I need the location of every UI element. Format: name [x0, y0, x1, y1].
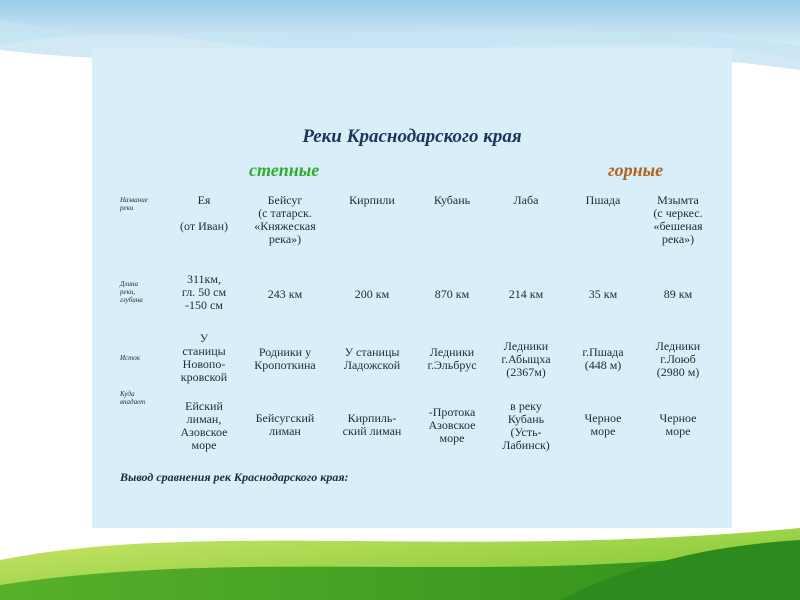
- river-source: У станицы Ладожской: [343, 345, 401, 372]
- river-length: 200 км: [354, 287, 390, 301]
- content-panel: [92, 48, 732, 528]
- river-length: 89 км: [663, 287, 693, 301]
- row-header-mouth: Куда впадает: [120, 390, 146, 406]
- river-source: Ледники г.Абыщха (2367м): [501, 339, 551, 379]
- river-mouth: Ейский лиман, Азовское море: [180, 399, 228, 452]
- row-header-length: Длина реки, глубина: [120, 280, 143, 304]
- river-mouth: -Протока Азовское море: [428, 405, 476, 445]
- river-length: 35 км: [588, 287, 618, 301]
- river-length: 311км, гл. 50 см -150 см: [181, 272, 227, 312]
- category-steppe: степные: [249, 160, 320, 180]
- river-source: Ледники г.Лоюб (2980 м): [655, 339, 701, 379]
- river-source: Родники у Кропоткина: [254, 345, 316, 372]
- river-name: Кубань: [433, 193, 471, 207]
- row-header-name: Название реки: [120, 196, 148, 212]
- river-source: г.Пшада (448 м): [582, 345, 624, 372]
- conclusion-text: Вывод сравнения рек Краснодарского края:: [120, 470, 349, 484]
- row-header-source: Исток: [120, 354, 140, 362]
- river-mouth: в реку Кубань (Усть- Лабинск): [502, 399, 550, 452]
- river-length: 870 км: [434, 287, 470, 301]
- river-length: 214 км: [508, 287, 544, 301]
- river-name: Ея (от Иван): [180, 193, 228, 233]
- river-name: Бейсуг (с татарск. «Княжеская река»): [254, 193, 316, 246]
- category-mountain: горные: [608, 160, 664, 180]
- river-mouth: Кирпиль- ский лиман: [342, 411, 402, 438]
- river-mouth: Бейсугский лиман: [255, 411, 315, 438]
- river-name: Кирпили: [349, 193, 395, 207]
- river-name: Мзымта (с черкес. «бешеная река»): [653, 193, 703, 246]
- river-length: 243 км: [267, 287, 303, 301]
- river-name: Пшада: [585, 193, 621, 207]
- slide-title: Реки Краснодарского края: [302, 126, 522, 147]
- river-mouth: Черное море: [659, 411, 697, 438]
- river-source: У станицы Новопо- кровской: [180, 331, 228, 384]
- river-mouth: Черное море: [584, 411, 622, 438]
- river-source: Ледники г.Эльбрус: [427, 345, 477, 372]
- river-name: Лаба: [513, 193, 539, 207]
